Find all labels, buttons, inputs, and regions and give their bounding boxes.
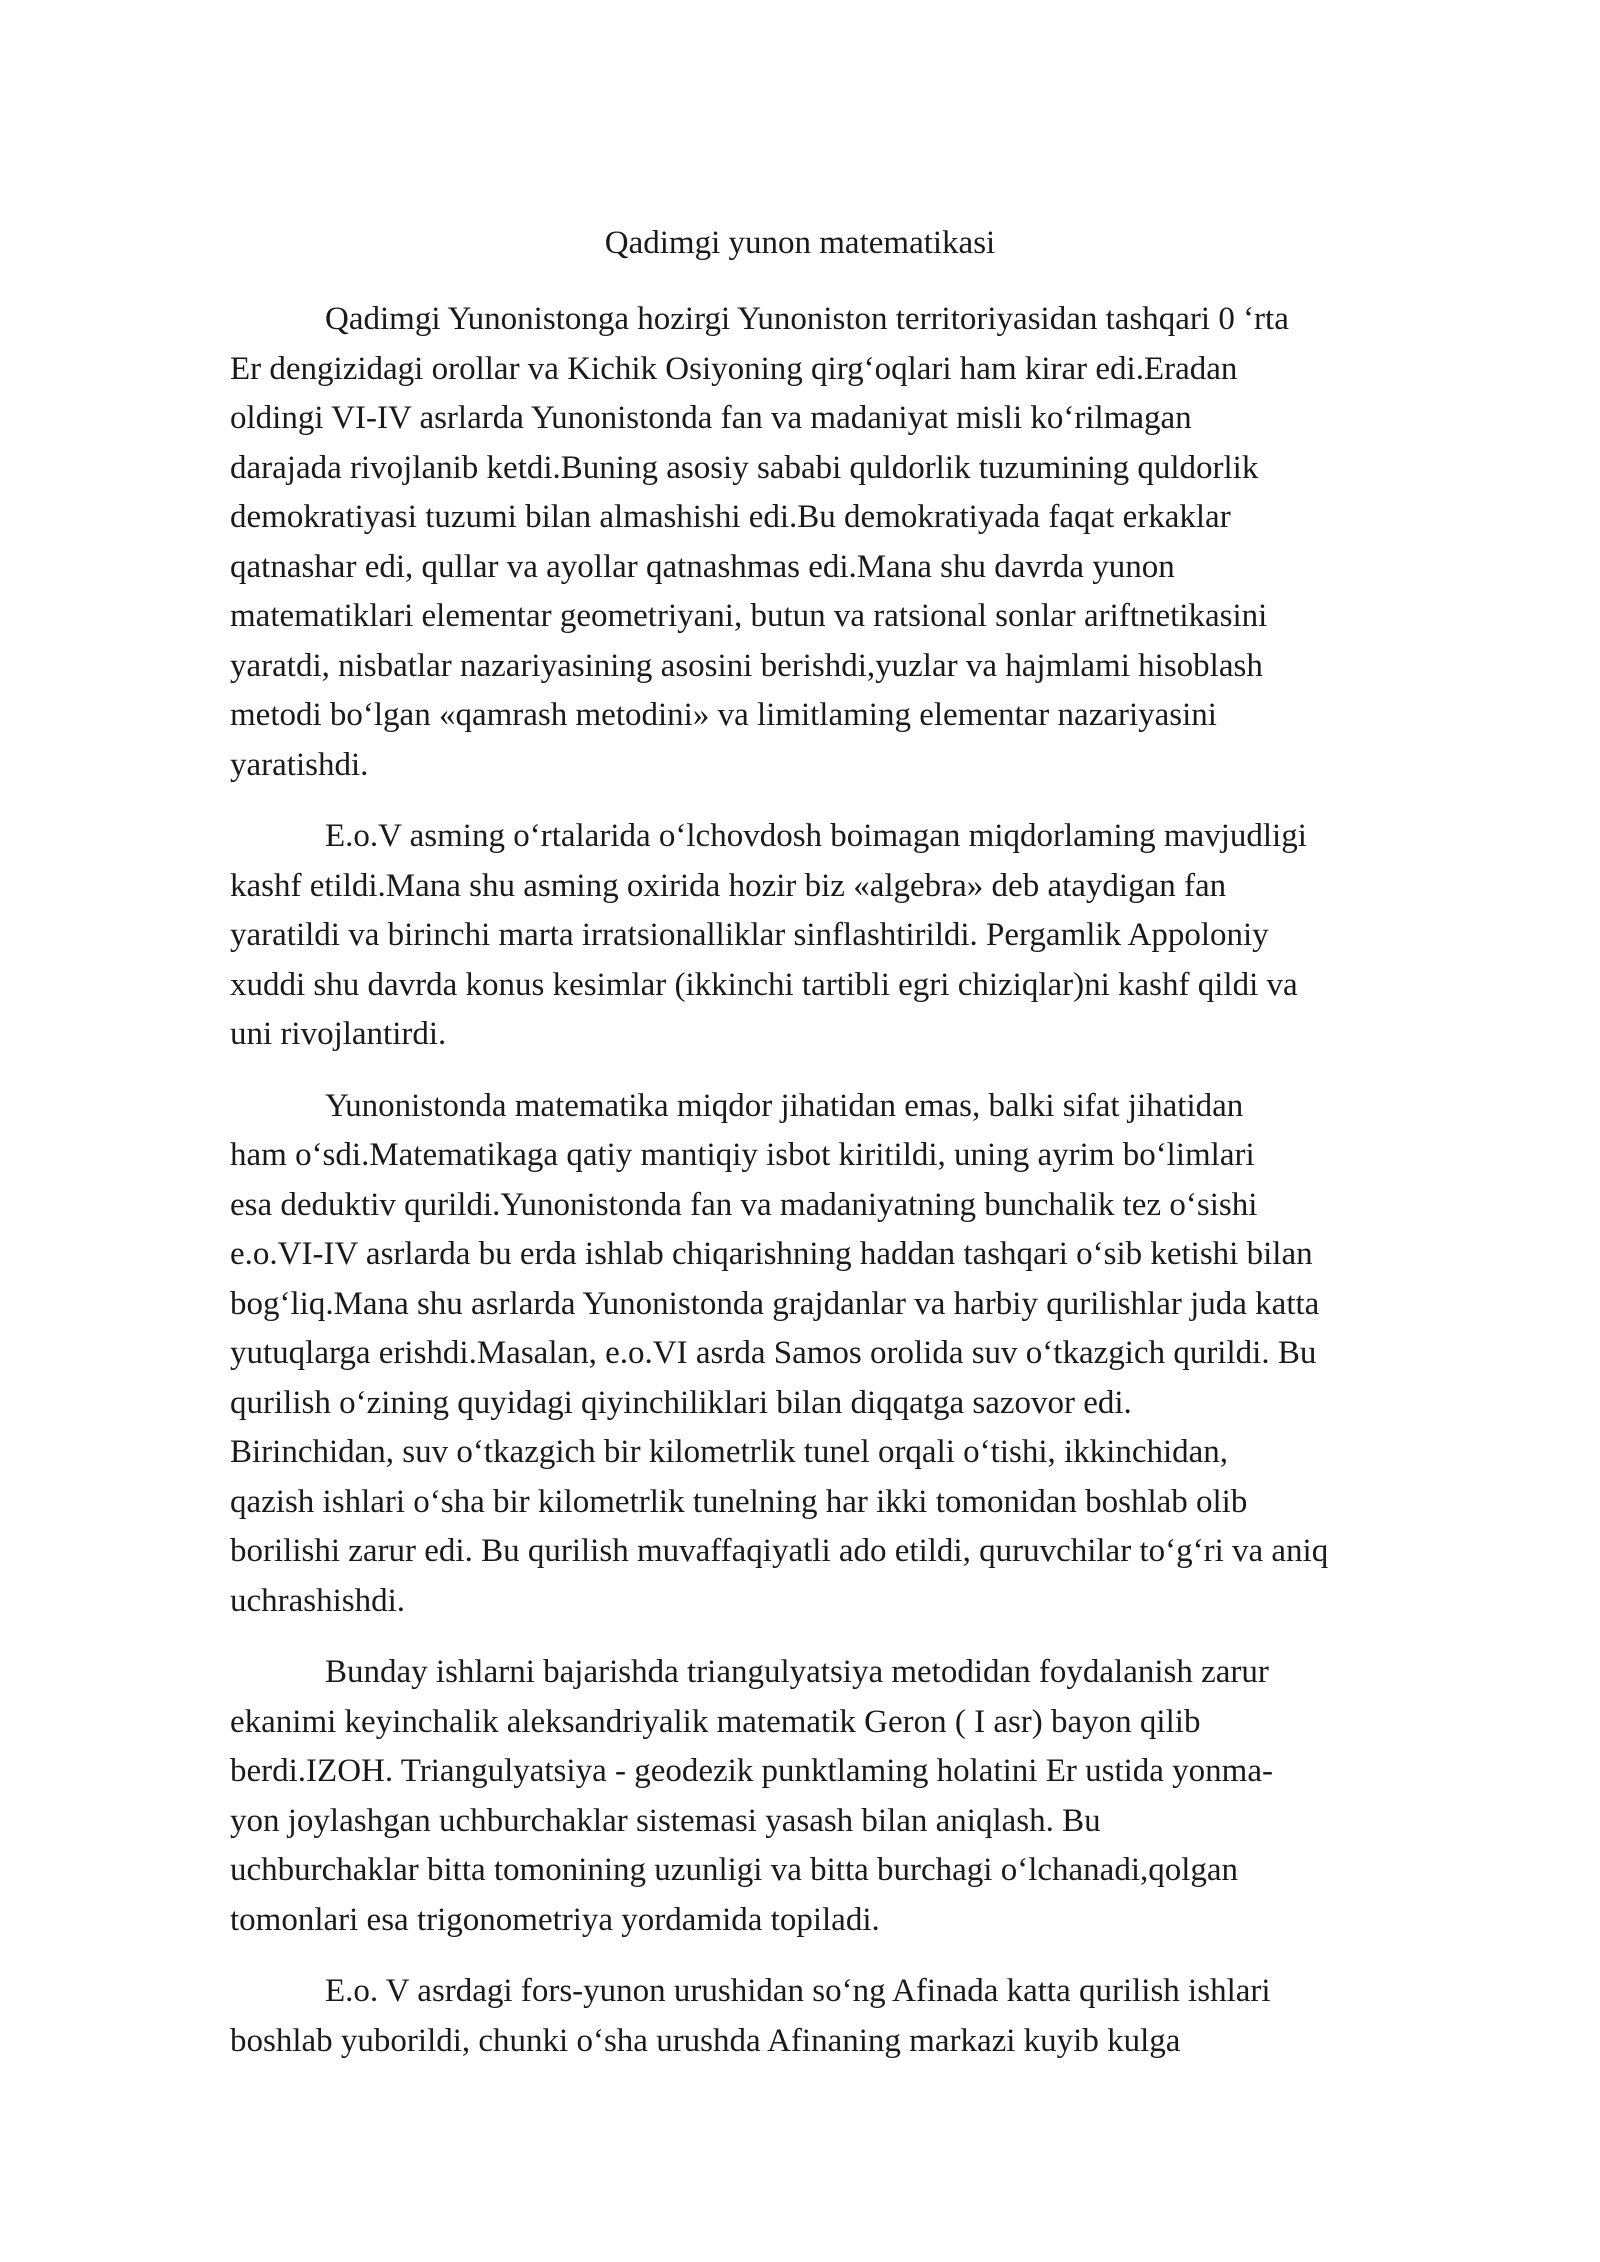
text-line: Yunonistonda matematika miqdor jihatidan emas, balki sifat jihatidan [325, 1087, 1244, 1124]
text-line: yaratishdi. [230, 746, 369, 783]
text-line: uchrashishdi. [230, 1582, 406, 1619]
text-line: metodi bo‘lgan «qamrash metodini» va limitlaming elementar nazariyasini [230, 697, 1217, 733]
text-line: Bunday ishlarni bajarishda triangulyatsiya metodidan foydalanish zarur [325, 1654, 1269, 1690]
text-line: xuddi shu davrda konus kesimlar (ikkinchi tartibli egri chiziqlar)ni kashf qildi va [230, 966, 1298, 1003]
text-line: qurilish o‘zining quyidagi qiyinchiliklari bilan diqqatga sazovor edi. [230, 1384, 1132, 1421]
text-line: uchburchaklar bitta tomonining uzunligi va bitta burchagi o‘lchanadi,qolgan [230, 1852, 1239, 1888]
text-line: Er dengizidagi orollar va Kichik Osiyoning qirg‘oqlari ham kirar edi.Eradan [230, 350, 1238, 387]
text-line: kashf etildi.Mana shu asming oxirida hozir biz «algebra» deb ataydigan fan [230, 867, 1227, 904]
text-line: demokratiyasi tuzumi bilan almashishi edi.Bu demokratiyada faqat erkaklar [230, 499, 1231, 535]
paragraph-5 [230, 1967, 1490, 2066]
text-line: yutuqlarga erishdi.Masalan, e.o.VI asrda Samos orolida suv o‘tkazgich qurildi. Bu [230, 1335, 1317, 1371]
text-line: yaratildi va birinchi marta irratsionalliklar sinflashtirildi. Pergamlik Appoloniy [230, 917, 1269, 953]
text-line: darajada rivojlanib ketdi.Buning asosiy sababi quldorlik tuzumining quldorlik [230, 449, 1259, 486]
text-line: ekanimi keyinchalik aleksandriyalik matematik Geron ( I asr) bayon qilib [230, 1703, 1201, 1740]
text-line: oldingi VI-IV asrlarda Yunonistonda fan va madaniyat misli ko‘rilmagan [230, 400, 1192, 436]
paragraph-4 [230, 1648, 1490, 1945]
text-line: qatnashar edi, qullar va ayollar qatnashmas edi.Mana shu davrda yunon [230, 548, 1175, 585]
text-line: tomonlari esa trigonometriya yordamida topiladi. [230, 1901, 880, 1938]
text-line: Qadimgi Yunonistonga hozirgi Yunoniston territoriyasidan tashqari 0 ‘rta [325, 301, 1289, 337]
text-line: uni rivojlantirdi. [230, 1016, 447, 1052]
text-line: Birinchidan, suv o‘tkazgich bir kilometrlik tunel orqali o‘tishi, ikkinchidan, [230, 1434, 1229, 1470]
text-line: E.o. V asrdagi fors-yunon urushidan so‘ng Afinada katta qurilish ishlari [325, 1973, 1271, 2009]
text-line: borilishi zarur edi. Bu qurilish muvaffaqiyatli ado etildi, quruvchilar to‘g‘ri va aniq [230, 1533, 1329, 1569]
text-line: qazish ishlari o‘sha bir kilometrlik tunelning har ikki tomonidan boshlab olib [230, 1483, 1248, 1520]
text-line: berdi.IZOH. Triangulyatsiya - geodezik punktlaming holatini Er ustida yonma- [230, 1753, 1273, 1789]
text-line: bog‘liq.Mana shu asrlarda Yunonistonda grajdanlar va harbiy qurilishlar juda katta [230, 1285, 1320, 1322]
text-line: yon joylashgan uchburchaklar sistemasi yasash bilan aniqlash. Bu [230, 1802, 1101, 1839]
text-line: e.o.VI-IV asrlarda bu erda ishlab chiqarishning haddan tashqari o‘sib ketishi bilan [230, 1236, 1313, 1272]
text-line: boshlab yuborildi, chunki o‘sha urushda Afinaning markazi kuyib kulga [230, 2022, 1181, 2059]
text-line: E.o.V asming o‘rtalarida o‘lchovdosh boimagan miqdorlaming mavjudligi [325, 818, 1307, 854]
text-line: matematiklari elementar geometriyani, butun va ratsional sonlar ariftnetikasini [230, 598, 1268, 634]
paragraph-2 [230, 812, 1490, 1060]
text-line: yaratdi, nisbatlar nazariyasining asosini berishdi,yuzlar va hajmlami hisoblash [230, 647, 1263, 684]
paragraph-3 [230, 1082, 1490, 1627]
paragraph-1 [230, 295, 1490, 790]
document-body [230, 295, 1490, 2088]
text-line: esa deduktiv qurildi.Yunonistonda fan va madaniyatning bunchalik tez o‘sishi [230, 1186, 1258, 1223]
document-title: Qadimgi yunon matematikasi [604, 225, 996, 261]
text-line: ham o‘sdi.Matematikaga qatiy mantiqiy isbot kiritildi, uning ayrim bo‘limlari [230, 1137, 1255, 1173]
